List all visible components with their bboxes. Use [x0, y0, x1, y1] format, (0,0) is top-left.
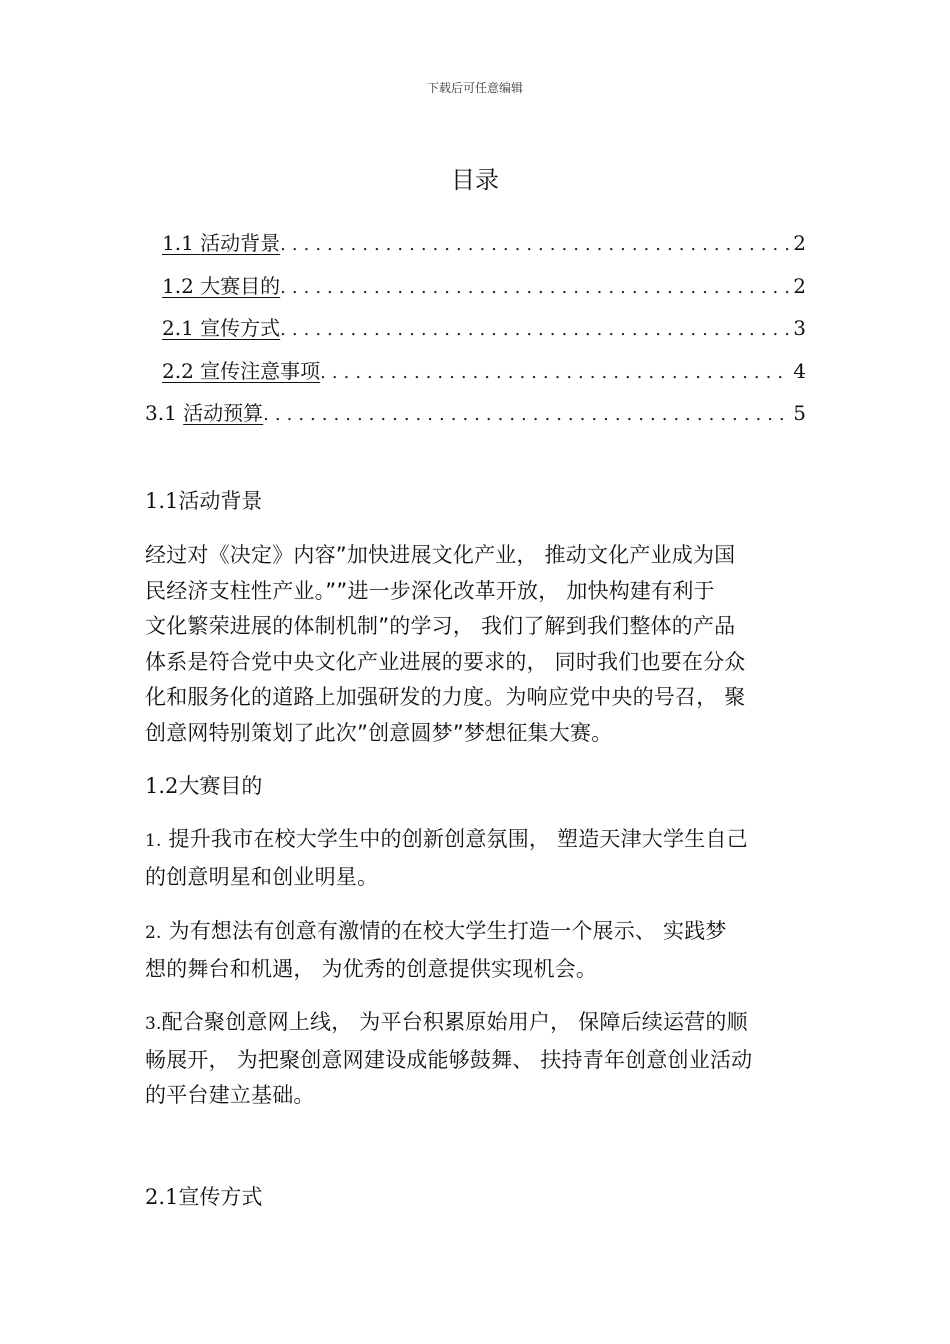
toc-link[interactable]: [162, 356, 320, 386]
purpose-item-2: [145, 914, 807, 987]
toc-link[interactable]: 活动预算: [183, 401, 264, 425]
toc-entry-label: 宣传注意事项: [200, 359, 321, 383]
paragraph-line: 畅展开， 为把聚创意网建设成能够鼓舞、 扶持青年创意创业活动: [145, 1047, 753, 1072]
section-title: 大赛目的: [178, 774, 263, 798]
toc-page-number: 5: [793, 401, 806, 425]
toc-entry-number: 3.1: [145, 401, 177, 425]
toc-entry-competition-purpose[interactable]: [162, 271, 806, 303]
paragraph-line: 配合聚创意网上线， 为平台积累原始用户， 保障后续运营的顺: [161, 1010, 748, 1034]
toc-page-number: 2: [793, 231, 806, 255]
paragraph-line: 的平台建立基础。: [145, 1083, 315, 1107]
toc-entry-label: 活动背景: [200, 231, 281, 255]
paragraph-line: 创意网特别策划了此次”创意圆梦”梦想征集大赛。: [145, 720, 613, 745]
section-heading-activity-background: [145, 486, 262, 516]
section-paragraph-background: [145, 538, 807, 751]
paragraph-line: 提升我市在校大学生中的创新创意氛围， 塑造天津大学生自己: [168, 827, 748, 851]
toc-entry-label: 宣传方式: [200, 316, 281, 340]
paragraph-line: 民经济支柱性产业。””进一步深化改革开放， 加快构建有利于: [145, 578, 715, 603]
header-note: 下载后可任意编辑: [426, 81, 523, 95]
toc-page-number: 4: [793, 359, 806, 383]
section-heading-publicity-method: [145, 1182, 262, 1212]
toc-entry-number: 2.2: [162, 359, 194, 383]
section-number: 1.2: [145, 774, 179, 798]
toc-leader-dots: [320, 358, 789, 388]
section-number: 2.1: [145, 1185, 179, 1209]
section-title: 活动背景: [178, 489, 263, 513]
list-item-number: 2.: [145, 923, 162, 943]
paragraph-line: 为有想法有创意有激情的在校大学生打造一个展示、 实践梦: [168, 919, 727, 943]
toc-page-number: 2: [793, 274, 806, 298]
toc-entry-publicity-notes[interactable]: [162, 356, 806, 388]
paragraph-line: 经过对《决定》内容”加快进展文化产业， 推动文化产业成为国: [145, 543, 736, 567]
paragraph-line: 想的舞台和机遇， 为优秀的创意提供实现机会。: [145, 956, 598, 981]
toc-entry-label: 大赛目的: [200, 274, 281, 298]
toc-leader-dots: [280, 315, 789, 345]
toc-entry-activity-background[interactable]: [162, 228, 806, 260]
toc-link[interactable]: [162, 271, 280, 301]
list-item-number: 3.: [145, 1014, 162, 1034]
toc-leader-dots: [280, 273, 789, 303]
purpose-item-1: [145, 822, 807, 895]
section-title: 宣传方式: [178, 1185, 263, 1209]
toc-link[interactable]: [162, 228, 280, 258]
list-item-number: 1.: [145, 831, 162, 851]
toc-entry-activity-budget[interactable]: [145, 398, 806, 430]
toc-link[interactable]: [162, 313, 280, 343]
toc-title: 目录: [451, 166, 499, 194]
toc-entry-publicity-method[interactable]: [162, 313, 806, 345]
toc-entry-number: 1.1: [162, 231, 194, 255]
toc-leader-dots: [280, 230, 789, 260]
toc-page-number: 3: [793, 316, 806, 340]
toc-leader-dots: [263, 400, 789, 430]
toc-entry-number: 1.2: [162, 274, 194, 298]
section-heading-competition-purpose: [145, 771, 262, 801]
toc-entry-number: 2.1: [162, 316, 194, 340]
paragraph-line: 体系是符合党中央文化产业进展的要求的， 同时我们也要在分众: [145, 649, 746, 674]
paragraph-line: 文化繁荣进展的体制机制”的学习， 我们了解到我们整体的产品: [145, 614, 736, 638]
paragraph-line: 的创意明星和创业明星。: [145, 864, 379, 889]
purpose-item-3: [145, 1005, 807, 1114]
section-number: 1.1: [145, 489, 179, 513]
paragraph-line: 化和服务化的道路上加强研发的力度。为响应党中央的号召， 聚: [145, 685, 746, 709]
